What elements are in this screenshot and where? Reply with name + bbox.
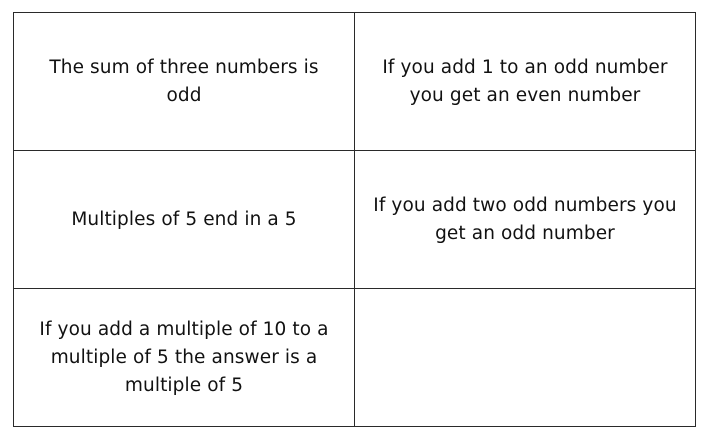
- statement-card: [14, 13, 355, 151]
- statement-card-grid: [13, 12, 696, 427]
- statement-card: [355, 13, 696, 151]
- statement-card: [14, 151, 355, 289]
- card-row: [14, 289, 696, 427]
- statement-text: If you add two odd numbers you get an odd number: [373, 194, 677, 244]
- statement-text: If you add a multiple of 10 to a multiple of 5 the answer is a multiple of 5: [39, 318, 329, 396]
- statement-text: Multiples of 5 end in a 5: [71, 208, 297, 230]
- statement-card: [14, 289, 355, 427]
- card-row: [14, 13, 696, 151]
- statement-card: [355, 151, 696, 289]
- empty-card: [355, 289, 696, 427]
- statement-text: If you add 1 to an odd number you get an even number: [382, 56, 668, 106]
- card-row: [14, 151, 696, 289]
- statement-text: The sum of three numbers is odd: [49, 56, 319, 106]
